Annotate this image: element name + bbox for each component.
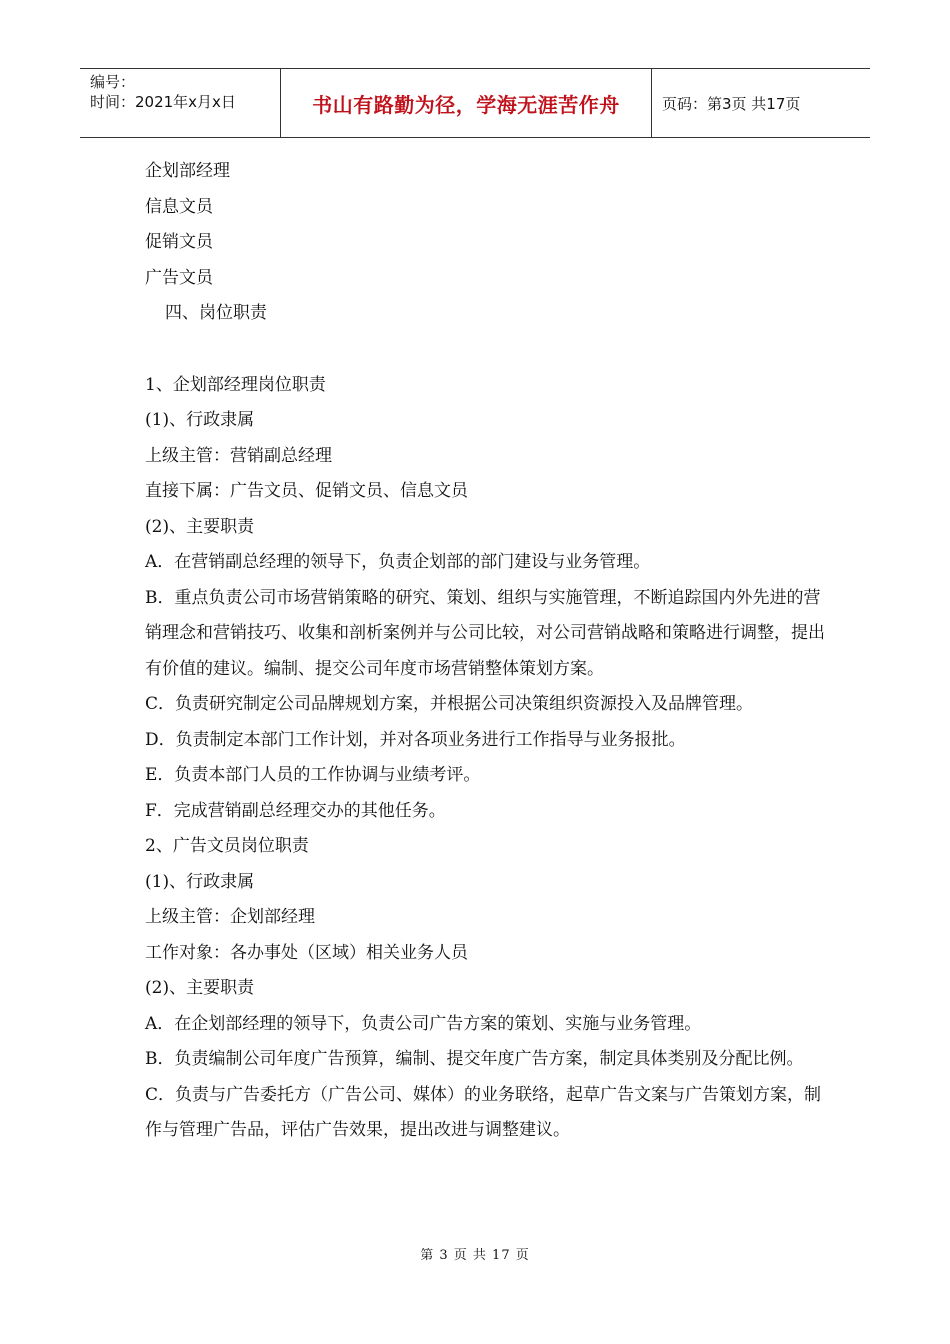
page-footer [0, 1244, 950, 1263]
part2-superior: 上级主管：企划部经理 [145, 907, 315, 927]
blank-line [145, 332, 825, 368]
part2-title: 2、广告文员岗位职责 [145, 836, 309, 856]
position-item: 促销文员 [145, 232, 213, 252]
part1-superior: 上级主管：营销副总经理 [145, 445, 332, 466]
time-label: 时间：2021年x月x日 [90, 93, 236, 111]
part1-admin-heading: (1)、行政隶属 [145, 410, 255, 430]
motto-text: 书山有路勤为径，学海无涯苦作舟 [312, 92, 620, 117]
part1-duty-f: F．完成营销副总经理交办的其他任务。 [145, 800, 446, 821]
part2-admin-heading: (1)、行政隶属 [145, 871, 255, 892]
position-item: 信息文员 [145, 196, 213, 217]
part2-duties-heading: (2)、主要职责 [145, 978, 255, 998]
section-heading: 四、岗位职责 [165, 303, 267, 323]
header-page-info [652, 69, 870, 137]
header-motto-cell [280, 69, 652, 137]
header-meta [80, 69, 280, 137]
part2-duty-c: C．负责与广告委托方（广告公司、媒体）的业务联络，起草广告文案与广告策划方案，制作与管理广告品，评估广告效果，提出改进与调整建议。 [145, 1084, 822, 1140]
part1-duty-b: B．重点负责公司市场营销策略的研究、策划、组织与实施管理，不断追踪国内外先进的营销理念和营销技巧、收集和剖析案例并与公司比较，对公司营销战略和策略进行调整，提出有价值的建议。编制、提交公司年度市场营销整体策划方案。 [145, 587, 825, 679]
part1-duty-e: E．负责本部门人员的工作协调与业绩考评。 [145, 765, 481, 785]
part1-duty-a: A．在营销副总经理的领导下，负责企划部的部门建设与业务管理。 [145, 552, 651, 572]
code-label: 编号： [90, 73, 136, 91]
part1-duties-heading: (2)、主要职责 [145, 516, 255, 537]
part1-duty-c: C．负责研究制定公司品牌规划方案，并根据公司决策组织资源投入及品牌管理。 [145, 694, 754, 714]
part1-duty-d: D．负责制定本部门工作计划，并对各项业务进行工作指导与业务报批。 [145, 729, 686, 750]
part2-duty-b: B．负责编制公司年度广告预算，编制、提交年度广告方案，制定具体类别及分配比例。 [145, 1049, 804, 1069]
page-info-text: 页码：第3页 共17页 [662, 94, 801, 113]
document-body [145, 154, 825, 1149]
part2-work-targets: 工作对象：各办事处（区域）相关业务人员 [145, 942, 468, 963]
footer-page-number: 第 3 页 共 17 页 [420, 1248, 530, 1263]
position-item: 企划部经理 [145, 161, 230, 181]
part1-subordinates: 直接下属：广告文员、促销文员、信息文员 [145, 481, 468, 501]
part2-duty-a: A．在企划部经理的领导下，负责公司广告方案的策划、实施与业务管理。 [145, 1013, 702, 1034]
position-item: 广告文员 [145, 267, 213, 288]
part1-title: 1、企划部经理岗位职责 [145, 374, 326, 395]
page-header [80, 68, 870, 138]
